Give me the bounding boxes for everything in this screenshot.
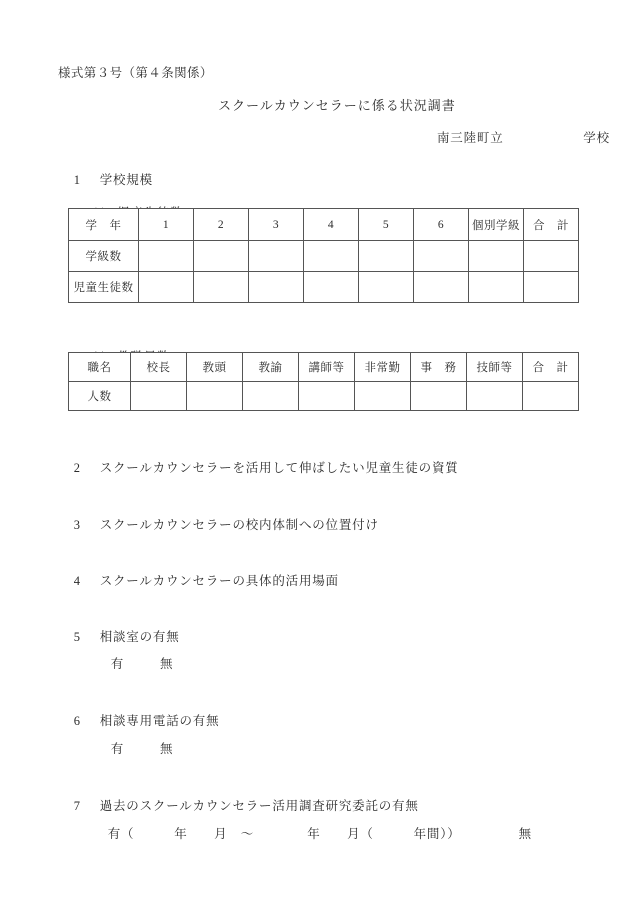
header-cell-grade-5: 5 <box>359 209 414 241</box>
cell-headcount-clerical[interactable] <box>411 382 467 411</box>
section-2-desired-qualities <box>58 443 459 491</box>
header-cell-grade: 学 年 <box>69 209 139 241</box>
table-staff <box>68 352 579 411</box>
row-label-class-count: 学級数 <box>69 241 139 272</box>
header-cell-principal: 校長 <box>131 353 187 382</box>
section-5-label: 相談室の有無 <box>99 630 180 644</box>
cell-class-count-special[interactable] <box>469 241 524 272</box>
table-row-headcount <box>69 382 579 411</box>
cell-headcount-teacher[interactable] <box>243 382 299 411</box>
section-4-label: スクールカウンセラーの具体的活用場面 <box>99 574 339 588</box>
section-6-answer-options <box>95 724 173 772</box>
section-3-label: スクールカウンセラーの校内体制への位置付け <box>99 518 379 532</box>
cell-headcount-lecturer[interactable] <box>299 382 355 411</box>
section-7-label: 過去のスクールカウンセラー活用調査研究委託の有無 <box>99 799 419 813</box>
table-enrollment <box>68 208 579 303</box>
header-cell-grade-6: 6 <box>414 209 469 241</box>
section-5-option-no[interactable]: 無 <box>160 657 174 671</box>
section-7-answer-options <box>92 809 532 857</box>
cell-class-count-5[interactable] <box>359 241 414 272</box>
cell-headcount-part-time[interactable] <box>355 382 411 411</box>
cell-class-count-6[interactable] <box>414 241 469 272</box>
row-label-headcount: 人数 <box>69 382 131 411</box>
header-cell-grade-2: 2 <box>194 209 249 241</box>
cell-student-count-6[interactable] <box>414 272 469 303</box>
cell-headcount-vice-principal[interactable] <box>187 382 243 411</box>
section-6-option-no[interactable]: 無 <box>160 742 174 756</box>
cell-student-count-4[interactable] <box>304 272 359 303</box>
section-6-label: 相談専用電話の有無 <box>99 714 220 728</box>
section-1-label: 学校規模 <box>99 173 153 187</box>
table-row-header <box>69 209 579 241</box>
section-5-option-yes[interactable]: 有 <box>110 657 125 671</box>
school-name-line: 南三陸町立 学校 <box>437 131 610 145</box>
section-3-school-system-position <box>58 500 379 548</box>
header-cell-teacher: 教諭 <box>243 353 299 382</box>
cell-headcount-technician[interactable] <box>467 382 523 411</box>
cell-student-count-5[interactable] <box>359 272 414 303</box>
section-5-answer-options <box>95 639 173 687</box>
section-6-option-yes[interactable]: 有 <box>110 742 125 756</box>
section-7-number: 7 <box>73 799 81 813</box>
cell-class-count-total[interactable] <box>524 241 579 272</box>
section-6-number: 6 <box>73 714 81 728</box>
header-cell-total: 合 計 <box>523 353 579 382</box>
header-cell-clerical: 事 務 <box>411 353 467 382</box>
cell-student-count-3[interactable] <box>249 272 304 303</box>
header-cell-vice-principal: 教頭 <box>187 353 243 382</box>
row-label-student-count: 児童生徒数 <box>69 272 139 303</box>
section-4-number: 4 <box>73 574 81 588</box>
section-7-option-yes-with-period[interactable]: 有（ 年 月 〜 年 月（ 年間）） <box>107 827 461 841</box>
table-row-class-count <box>69 241 579 272</box>
header-cell-total: 合 計 <box>524 209 579 241</box>
header-cell-grade-4: 4 <box>304 209 359 241</box>
cell-class-count-3[interactable] <box>249 241 304 272</box>
section-7-option-no[interactable]: 無 <box>518 827 532 841</box>
header-cell-part-time: 非常勤 <box>355 353 411 382</box>
section-4-usage-scenarios <box>58 556 339 604</box>
section-5-number: 5 <box>73 630 81 644</box>
header-cell-special-class: 個別学級 <box>469 209 524 241</box>
header-cell-grade-1: 1 <box>139 209 194 241</box>
section-2-label: スクールカウンセラーを活用して伸ばしたい児童生徒の資質 <box>99 461 459 475</box>
header-cell-job-title: 職名 <box>69 353 131 382</box>
table-row-student-count <box>69 272 579 303</box>
cell-class-count-2[interactable] <box>194 241 249 272</box>
table-row-header <box>69 353 579 382</box>
document-title: スクールカウンセラーに係る状況調書 <box>218 98 456 113</box>
cell-headcount-total[interactable] <box>523 382 579 411</box>
cell-student-count-1[interactable] <box>139 272 194 303</box>
cell-class-count-4[interactable] <box>304 241 359 272</box>
section-3-number: 3 <box>73 518 81 532</box>
header-cell-technician: 技師等 <box>467 353 523 382</box>
cell-headcount-principal[interactable] <box>131 382 187 411</box>
section-1-number: 1 <box>73 173 81 187</box>
section-2-number: 2 <box>73 461 81 475</box>
cell-class-count-1[interactable] <box>139 241 194 272</box>
cell-student-count-2[interactable] <box>194 272 249 303</box>
header-cell-grade-3: 3 <box>249 209 304 241</box>
cell-student-count-total[interactable] <box>524 272 579 303</box>
cell-student-count-special[interactable] <box>469 272 524 303</box>
form-number: 様式第３号（第４条関係） <box>58 66 213 80</box>
header-cell-lecturer: 講師等 <box>299 353 355 382</box>
